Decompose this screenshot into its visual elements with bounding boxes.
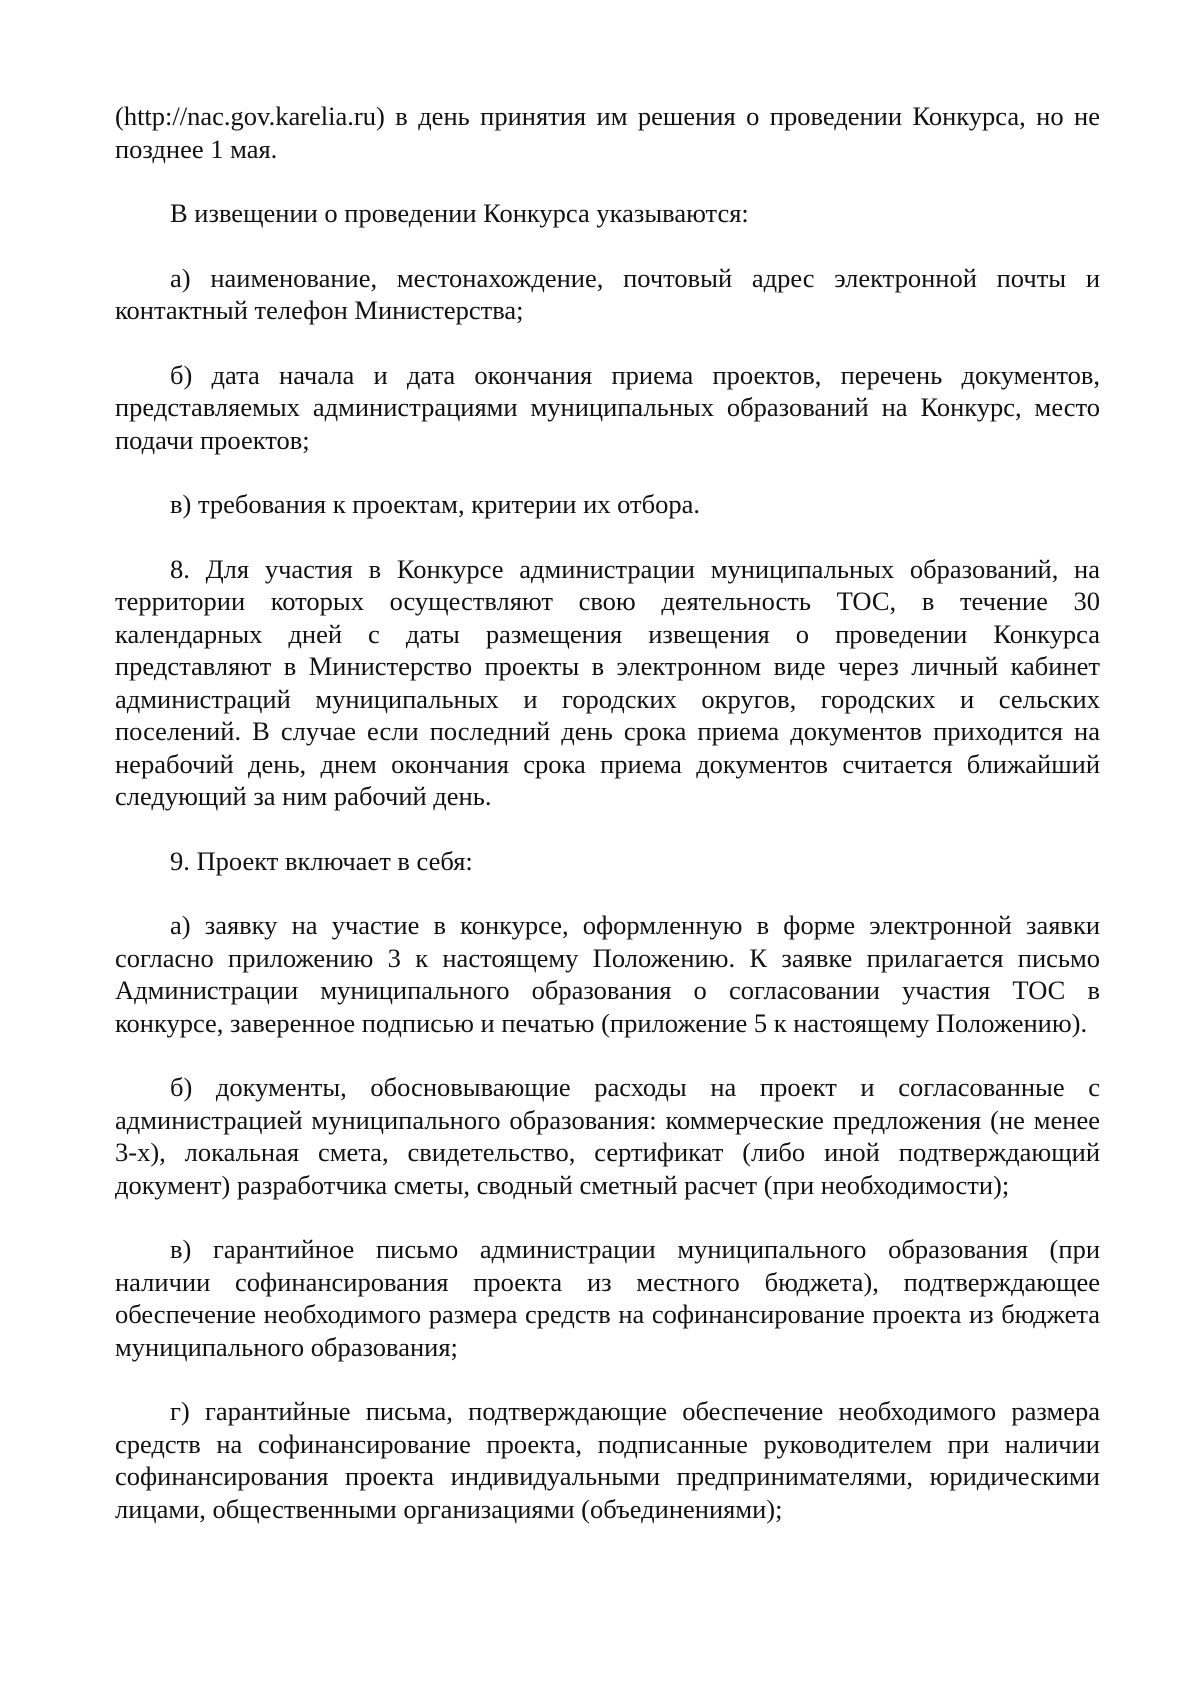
paragraph-item-b-dates: б) дата начала и дата окончания приема проектов, перечень документов, представляемых администрациями муниципальных образований на Конкурс, место подачи проектов; xyxy=(115,359,1100,455)
paragraph-section-8: 8. Для участия в Конкурсе администрации муниципальных образований, на территории которых осуществляют свою деятельность ТОС, в течение 30 календарных дней с даты размещения извещения о проведении Конкурса представляют в Министерство проекты в электронном виде через личный кабинет администраций муниципальных и городских округов, городских и сельских поселений. В случае если последний день срока приема документов приходится на нерабочий день, днем окончания срока приема документов считается ближайший следующий за ним рабочий день. xyxy=(115,553,1100,811)
paragraph-notice-intro: В извещении о проведении Конкурса указываются: xyxy=(170,198,749,228)
paragraph-url-notice: (http://nac.gov.karelia.ru) в день принятия им решения о проведении Конкурса, но не позднее 1 мая. xyxy=(115,101,1100,164)
paragraph-item-v-guarantee-letter: в) гарантийное письмо администрации муниципального образования (при наличии софинансирования проекта из местного бюджета), подтверждающее обеспечение необходимого размера средств на софинансирование проекта из бюджета муниципального образования; xyxy=(115,1234,1100,1362)
paragraph-item-g-guarantee-letters: г) гарантийные письма, подтверждающие обеспечение необходимого размера средств на софинансирование проекта, подписанные руководителем при наличии софинансирования проекта индивидуальными предпринимателями, юридическими лицами, общественными организациями (объединениями); xyxy=(115,1396,1100,1524)
paragraph-item-a-ministry: а) наименование, местонахождение, почтовый адрес электронной почты и контактный телефон Министерства; xyxy=(115,262,1100,325)
paragraph-item-b-documents: б) документы, обосновывающие расходы на проект и согласованные с администрацией муниципального образования: коммерческие предложения (не менее 3-х), локальная смета, свидетельство, сертификат (либо иной подтверждающий документ) разработчика сметы, сводный сметный расчет (при необходимости); xyxy=(115,1072,1100,1200)
paragraph-item-a-application: а) заявку на участие в конкурсе, оформленную в форме электронной заявки согласно приложению 3 к настоящему Положению. К заявке прилагается письмо Администрации муниципального образования о согласовании участия ТОС в конкурсе, заверенное подписью и печатью (приложение 5 к настоящему Положению). xyxy=(115,910,1100,1038)
paragraph-item-v-requirements: в) требования к проектам, критерии их отбора. xyxy=(170,489,700,519)
paragraph-section-9: 9. Проект включает в себя: xyxy=(170,845,473,876)
